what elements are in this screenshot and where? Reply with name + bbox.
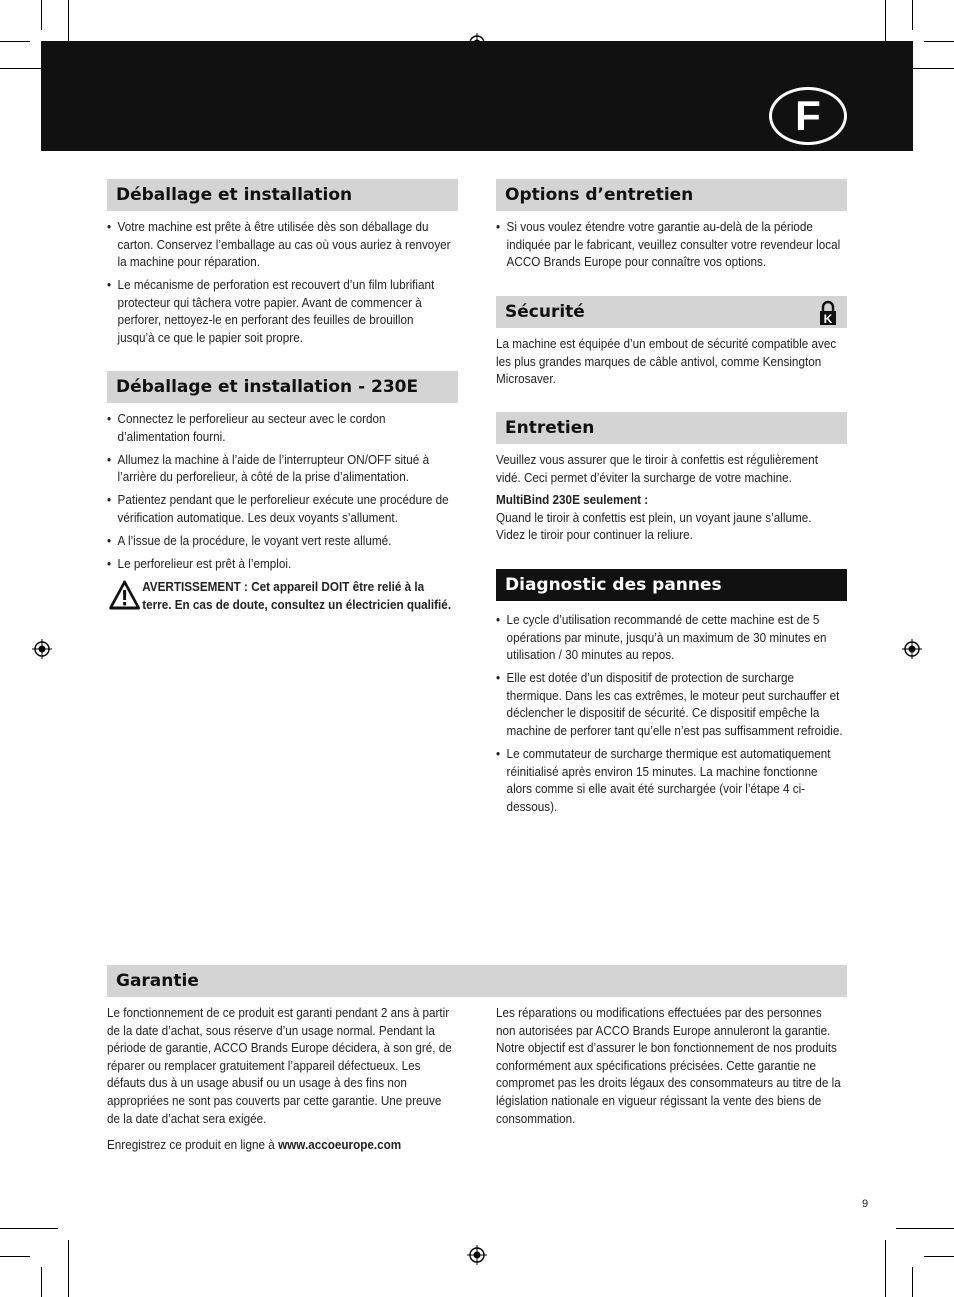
crop-mark [0,41,30,42]
list-item: • Le mécanisme de perforation est recouvert d’un film lubrifiant protecteur qui tâchera votre papier. Avant de commencer à perforer, nettoyez-le en perforant des feuilles de brouillon jusqu’à ce que le papier soit propre. [107,276,454,346]
crop-mark [885,1240,886,1297]
list-item: • Votre machine est prête à être utilisée dès son déballage du carton. Conservez l’emballage au cas où vous auriez à renvoyer la machine pour réparation. [107,218,454,271]
registration-mark-icon [902,639,922,659]
svg-text:K: K [823,312,833,326]
section-title-security: Sécurité [496,296,847,328]
list-item: • A l’issue de la procédure, le voyant vert reste allumé. [107,532,454,550]
security-text: La machine est équipée d’un embout de sécurité compatible avec les plus grandes marques de câble antivol, comme Kensington Microsaver. [496,336,837,387]
section-title-troubleshooting: Diagnostic des pannes [496,569,847,601]
section-title-service-options: Options d’entretien [496,179,847,211]
list-item: • Elle est dotée d’un dispositif de protection de surcharge thermique. Dans les cas extrêmes, le moteur peut surchauffer et déclencher le dispositif de sécurité. Ce dispositif empêche la machine de perforer tant qu’elle n’est pas suffisamment refroidie. [496,669,843,739]
registration-mark-icon [467,1245,487,1265]
register-text: Enregistrez ce produit en ligne à [107,1137,279,1153]
crop-mark [41,0,42,30]
registration-mark-icon [32,639,52,659]
crop-mark [924,1256,954,1257]
list-item: • Patientez pendant que le perforelieur exécute une procédure de vérification automatique. Les deux voyants s’allument. [107,491,454,526]
list-item: • Connectez le perforelieur au secteur avec le cordon d’alimentation fourni. [107,410,454,445]
warranty-right-text: Les réparations ou modifications effectuées par des personnes non autorisées par ACCO Brands Europe annuleront la garantie. Notre objectif est d’assurer le bon fonctionnement de nos produits conformément aux spécifications précisées. Cette garantie ne compromet pas les droits légaux des consommateurs au titre de la législation nationale en vigueur régissant la vente des biens de consommation. [496,1005,841,1126]
section-title-unpacking: Déballage et installation [107,179,458,211]
warning-notice [107,578,454,613]
crop-mark [912,0,913,30]
warranty-left-column [107,1004,454,1159]
list-item: • Allumez la machine à l’aide de l’interrupteur ON/OFF situé à l’arrière du perforelieur, à côté de la prise d’alimentation. [107,451,454,486]
maintenance-subtext: Quand le tiroir à confettis est plein, un voyant jaune s’allume. Videz le tiroir pour continuer la reliure. [496,509,812,543]
section-title-unpacking-230e: Déballage et installation - 230E [107,371,458,403]
crop-mark [896,1228,954,1229]
crop-mark [0,1228,58,1229]
list-item: • Si vous voulez étendre votre garantie au-delà de la période indiquée par le fabricant, veuillez consulter votre revendeur local ACCO Brands Europe pour connaître vos options. [496,218,843,271]
list-item: • Le cycle d’utilisation recommandé de cette machine est de 5 opérations par minute, jusqu’à un maximum de 30 minutes en utilisation / 30 minutes au repos. [496,611,843,664]
warranty-left-text: Le fonctionnement de ce produit est garanti pendant 2 ans à partir de la date d’achat, sous réserve d’un usage normal. Pendant la période de garantie, ACCO Brands Europe décidera, à son gré, de réparer ou remplacer gratuitement l’appareil défectueux. Les défauts dus à un usage abusif ou un usage à des fins non appropriées ne sont pas couverts par cette garantie. Une preuve de la date d’achat sera exigée. [107,1005,452,1126]
crop-mark [41,1267,42,1297]
section-body-maintenance [496,451,843,549]
maintenance-text: Veuillez vous assurer que le tiroir à confettis est régulièrement vidé. Ceci permet d’éviter la surcharge de votre machine. [496,452,818,485]
warning-triangle-icon [109,580,141,610]
crop-mark [912,1267,913,1297]
kensington-lock-icon [818,300,838,326]
crop-mark [924,41,954,42]
warranty-right-column [496,1004,843,1132]
register-link[interactable]: www.accoeurope.com [278,1137,402,1153]
section-body-troubleshooting [496,611,843,821]
section-body-service-options [496,218,843,276]
warranty-register [107,1136,454,1154]
crop-mark [0,1256,30,1257]
maintenance-subhead: MultiBind 230E seulement : [496,492,649,508]
warning-text: AVERTISSEMENT : Cet appareil DOIT être relié à la terre. En cas de doute, consultez un électricien qualifié. [142,579,452,612]
section-body-unpacking [107,218,454,352]
section-title-warranty: Garantie [107,965,847,997]
section-body-unpacking-230e [107,410,454,613]
list-item: • Le commutateur de surcharge thermique est automatiquement réinitialisé après environ 15 minutes. La machine fonctionne alors comme si elle avait été surchargée (voir l’étape 4 ci-dessous). [496,745,843,815]
crop-mark [68,1240,69,1297]
language-badge: F [769,87,847,145]
list-item: • Le perforelieur est prêt à l’emploi. [107,555,454,573]
section-title-maintenance: Entretien [496,412,847,444]
page-number: 9 [862,1198,869,1210]
section-body-security [496,335,843,393]
